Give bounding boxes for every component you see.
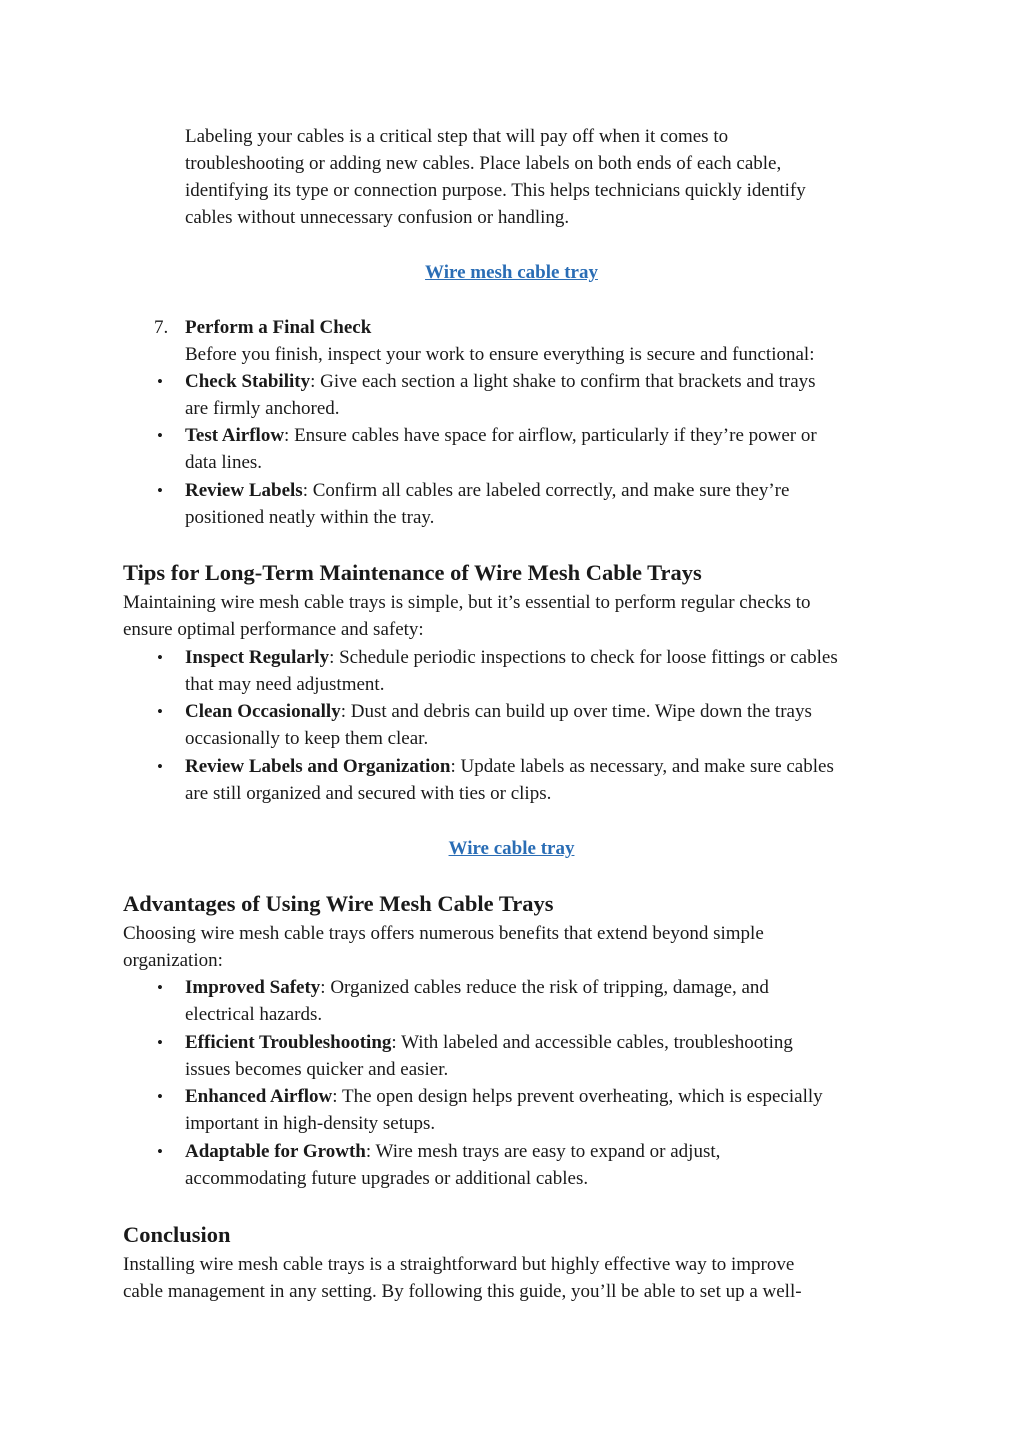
section-heading: Advantages of Using Wire Mesh Cable Trays <box>123 891 554 916</box>
intro-line: Labeling your cables is a critical step that will pay off when it comes to <box>185 126 729 147</box>
bullet-icon: • <box>157 1142 163 1161</box>
section-intro: Choosing wire mesh cable trays offers numerous benefits that extend beyond simple <box>123 923 764 944</box>
bullet-icon: • <box>157 1087 163 1106</box>
bullet-icon: • <box>157 372 163 391</box>
list-item: Test Airflow: Ensure cables have space for airflow, particularly if they’re power or <box>185 425 817 446</box>
list-item-continued: are still organized and secured with ties or clips. <box>185 783 552 804</box>
list-item: Inspect Regularly: Schedule periodic inspections to check for loose fittings or cables <box>185 647 838 668</box>
section-heading: Conclusion <box>123 1222 231 1247</box>
wire-cable-tray-link[interactable]: Wire cable tray <box>448 838 575 859</box>
list-item-continued: important in high-density setups. <box>185 1113 436 1134</box>
conclusion-line: Installing wire mesh cable trays is a straightforward but highly effective way to improve <box>123 1254 795 1275</box>
section-intro: ensure optimal performance and safety: <box>123 619 424 640</box>
bullet-icon: • <box>157 978 163 997</box>
list-item-continued: positioned neatly within the tray. <box>185 507 435 528</box>
list-item-continued: data lines. <box>185 452 263 473</box>
step-number: 7. <box>154 317 169 338</box>
step-title: Perform a Final Check <box>185 317 372 338</box>
bullet-icon: • <box>157 481 163 500</box>
bullet-icon: • <box>157 1033 163 1052</box>
list-item: Improved Safety: Organized cables reduce the risk of tripping, damage, and <box>185 977 769 998</box>
intro-line: troubleshooting or adding new cables. Place labels on both ends of each cable, <box>185 153 782 174</box>
list-item-continued: are firmly anchored. <box>185 398 340 419</box>
list-item: Efficient Troubleshooting: With labeled and accessible cables, troubleshooting <box>185 1032 793 1053</box>
section-intro: Maintaining wire mesh cable trays is simple, but it’s essential to perform regular checks to <box>123 592 811 613</box>
bullet-icon: • <box>157 757 163 776</box>
bullet-icon: • <box>157 702 163 721</box>
list-item-continued: issues becomes quicker and easier. <box>185 1059 449 1080</box>
list-item-continued: that may need adjustment. <box>185 674 385 695</box>
wire-mesh-cable-tray-link[interactable]: Wire mesh cable tray <box>425 262 598 283</box>
bullet-icon: • <box>157 426 163 445</box>
list-item-continued: accommodating future upgrades or additional cables. <box>185 1168 589 1189</box>
list-item: Adaptable for Growth: Wire mesh trays are easy to expand or adjust, <box>185 1141 721 1162</box>
list-item: Enhanced Airflow: The open design helps prevent overheating, which is especially <box>185 1086 823 1107</box>
list-item-continued: electrical hazards. <box>185 1004 323 1025</box>
bullet-icon: • <box>157 648 163 667</box>
intro-line: identifying its type or connection purpose. This helps technicians quickly identify <box>185 180 806 201</box>
conclusion-line: cable management in any setting. By following this guide, you’ll be able to set up a well- <box>123 1281 802 1302</box>
section-heading: Tips for Long-Term Maintenance of Wire Mesh Cable Trays <box>123 560 702 585</box>
list-item: Review Labels and Organization: Update labels as necessary, and make sure cables <box>185 756 834 777</box>
step-description: Before you finish, inspect your work to ensure everything is secure and functional: <box>185 344 815 365</box>
list-item: Check Stability: Give each section a light shake to confirm that brackets and trays <box>185 371 816 392</box>
list-item: Clean Occasionally: Dust and debris can build up over time. Wipe down the trays <box>185 701 812 722</box>
list-item-continued: occasionally to keep them clear. <box>185 728 429 749</box>
list-item: Review Labels: Confirm all cables are labeled correctly, and make sure they’re <box>185 480 790 501</box>
intro-line: cables without unnecessary confusion or handling. <box>185 207 570 228</box>
section-intro: organization: <box>123 950 223 971</box>
